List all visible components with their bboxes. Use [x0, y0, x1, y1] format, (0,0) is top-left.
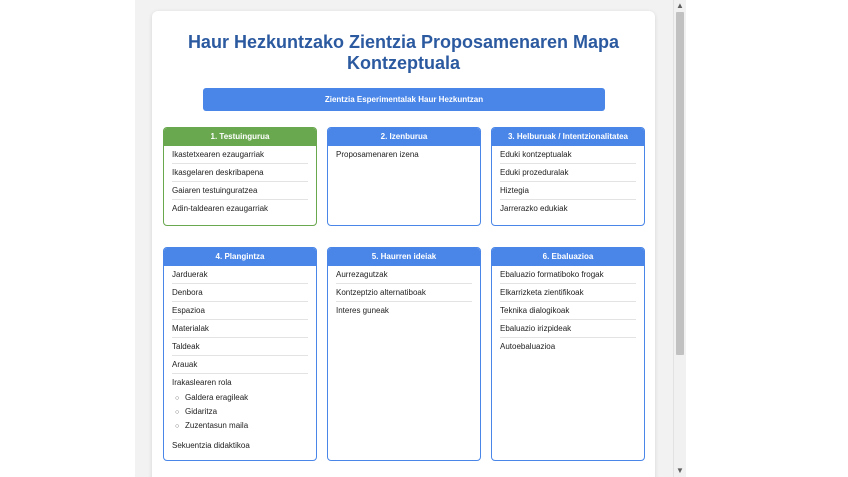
- box-plangintza: [163, 247, 317, 461]
- box-header: 5. Haurren ideiak: [328, 248, 480, 266]
- list-item: Adin-taldearen ezaugarriak: [172, 204, 269, 213]
- list-item: Ikastetxearen ezaugarriak: [172, 146, 308, 164]
- vertical-scrollbar[interactable]: [673, 0, 686, 477]
- list-item: Arauak: [172, 356, 308, 374]
- scroll-up-icon[interactable]: ▲: [676, 1, 684, 10]
- list-item: Taldeak: [172, 338, 308, 356]
- list-item: Ebaluazio formatiboko frogak: [500, 266, 636, 284]
- page-title: Haur Hezkuntzako Zientzia Proposamenaren Mapa Kontzeptuala: [187, 32, 620, 73]
- box-helburuak: [491, 127, 645, 226]
- list-item: Aurrezagutzak: [336, 266, 472, 284]
- list-item: Gaiaren testuinguratzea: [172, 182, 308, 200]
- list-item: Teknika dialogikoak: [500, 302, 636, 320]
- box-testuingurua: [163, 127, 317, 226]
- list-item: Irakaslearen rola: [172, 378, 232, 387]
- list-item: Jarrerazko edukiak: [500, 204, 568, 213]
- box-header: 4. Plangintza: [164, 248, 316, 266]
- list-item: Materialak: [172, 320, 308, 338]
- scrollbar-thumb[interactable]: [676, 12, 684, 355]
- circle-bullet-icon: ○: [175, 395, 180, 402]
- list-item: Hiztegia: [500, 182, 636, 200]
- list-item: Sekuentzia didaktikoa: [172, 441, 250, 450]
- list-item: Autoebaluazioa: [500, 342, 556, 351]
- box-header: 6. Ebaluazioa: [492, 248, 644, 266]
- box-haurren-ideiak: [327, 247, 481, 461]
- sub-list-item: ○ Galdera eragileak: [175, 391, 308, 405]
- list-item: Interes guneak: [336, 306, 389, 315]
- list-item: Eduki kontzeptualak: [500, 146, 636, 164]
- list-item: Eduki prozeduralak: [500, 164, 636, 182]
- list-item: Denbora: [172, 284, 308, 302]
- list-item: Kontzeptzio alternatiboak: [336, 284, 472, 302]
- list-item: Jarduerak: [172, 266, 308, 284]
- sub-list-item: ○ Gidaritza: [175, 405, 308, 419]
- list-item: Ebaluazio irizpideak: [500, 320, 636, 338]
- list-item: Espazioa: [172, 302, 308, 320]
- central-concept-node: Zientzia Esperimentalak Haur Hezkuntzan: [203, 88, 605, 111]
- box-header: 2. Izenburua: [328, 128, 480, 146]
- box-header: 3. Helburuak / Intentzionalitatea: [492, 128, 644, 146]
- box-ebaluazioa: [491, 247, 645, 461]
- list-item: Elkarrizketa zientifikoak: [500, 284, 636, 302]
- sub-list-item: ○ Zuzentasun maila: [175, 419, 308, 433]
- circle-bullet-icon: ○: [175, 409, 180, 416]
- sub-list: [164, 391, 316, 433]
- box-izenburua: [327, 127, 481, 226]
- scroll-down-icon[interactable]: ▼: [676, 466, 684, 475]
- box-header: 1. Testuingurua: [164, 128, 316, 146]
- concept-map-page: [152, 11, 655, 477]
- list-item: Ikasgelaren deskribapena: [172, 164, 308, 182]
- circle-bullet-icon: ○: [175, 423, 180, 430]
- browser-viewport: [135, 0, 673, 477]
- list-item: Proposamenaren izena: [336, 150, 419, 159]
